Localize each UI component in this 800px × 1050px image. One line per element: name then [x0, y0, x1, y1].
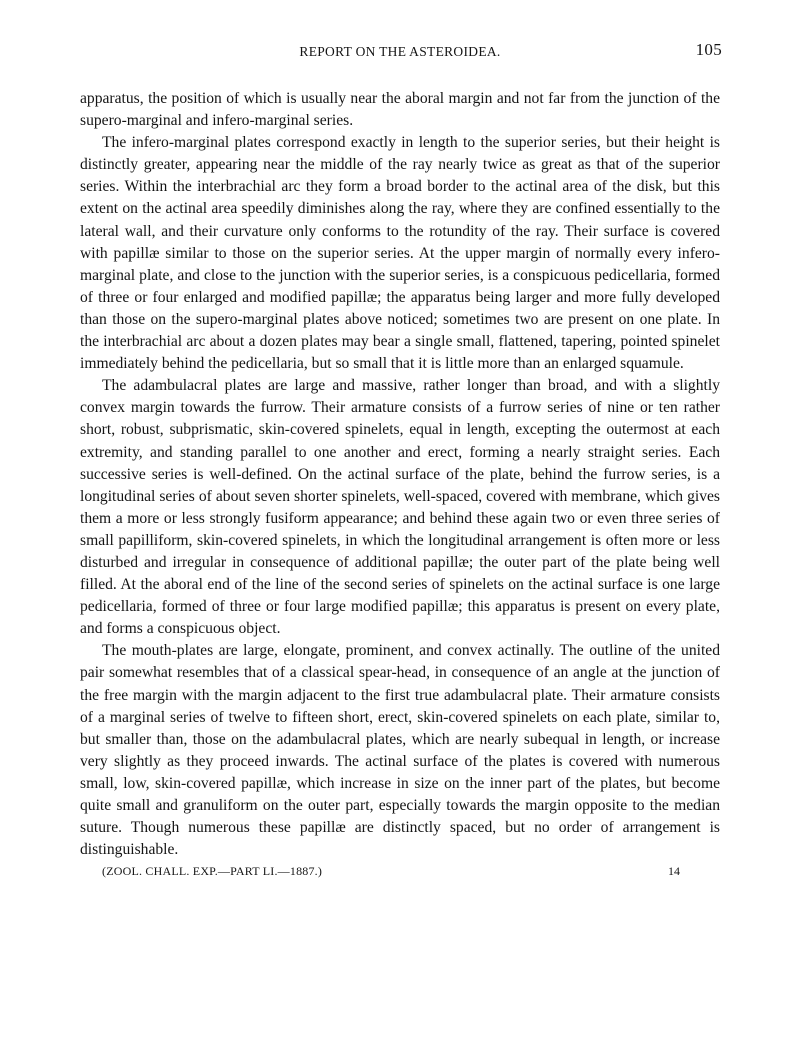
signature-mark: 14 — [668, 864, 680, 879]
page-number: 105 — [695, 40, 722, 59]
paragraph-continuation: apparatus, the position of which is usually near the aboral margin and not far from the junction of the supero-marginal and infero-marginal series. — [80, 90, 720, 130]
paragraph-infero-marginal: The infero-marginal plates correspond exactly in length to the superior series, but their height is distinctly greater, appearing near the middle of the ray nearly twice as great as that of the superior series. Within the interbrachial arc they form a broad border to the actinal area of the disk, but this extent on the actinal area speedily diminishes along the ray, where they are confined essentially to the lateral wall, and their curvature only conforms to the rotundity of the ray. Their surface is covered with papillæ similar to those on the superior series. At the upper margin of normally every infero-marginal plate, and close to the junction with the superior series, is a conspicuous pedicellaria, formed of three or four enlarged and modified papillæ; the apparatus being larger and more fully developed than those on the supero-marginal plates above noticed; sometimes two are present on one plate. In the interbrachial arc about a dozen plates may bear a single small, flattened, tapering, pointed spinelet immediately behind the pedicellaria, but so small that it is little more than an enlarged squamule. — [80, 134, 720, 373]
body-text — [80, 88, 720, 861]
paragraph-mouth-plates: The mouth-plates are large, elongate, prominent, and convex actinally. The outline of the united pair somewhat resembles that of a classical spear-head, in consequence of an angle at the junction of the free margin with the margin adjacent to the first true adambulacral plate. Their armature consists of a marginal series of twelve to fifteen short, erect, skin-covered spinelets on each plate, similar to, but smaller than, those on the adambulacral plates, which are nearly subequal in length, or increase very slightly as they proceed inwards. The actinal surface of the plates is covered with numerous small, low, skin-covered papillæ, which increase in size on the inner part of the plates, but become quite small and granuliform on the outer part, especially towards the margin opposite to the median suture. Though numerous these papillæ are distinctly spaced, but no order of arrangement is distinguishable. — [80, 642, 720, 859]
paragraph-adambulacral: The adambulacral plates are large and massive, rather longer than broad, and with a slightly convex margin towards the furrow. Their armature consists of a furrow series of nine or ten rather short, robust, subprismatic, skin-covered spinelets, equal in length, excepting the outermost at each extremity, and standing parallel to one another and erect, forming a nearly straight series. Each successive series is well-defined. On the actinal surface of the plate, behind the furrow series, is a longitudinal series of about seven shorter spinelets, well-spaced, covered with membrane, which gives them a more or less strongly fusiform appearance; and behind these again two or even three series of small papilliform, skin-covered spinelets, in which the longitudinal arrangement is often more or less disturbed and irregular in consequence of additional papillæ; the outer part of the plate being well filled. At the aboral end of the line of the second series of spinelets on the actinal surface is one large pedicellaria, formed of three or four large modified papillæ; this apparatus is present on every plate, and forms a conspicuous object. — [80, 377, 720, 638]
running-head — [80, 40, 720, 66]
page-footer — [80, 864, 720, 884]
document-page — [80, 40, 720, 884]
footer-reference: (ZOOL. CHALL. EXP.—PART LI.—1887.) — [102, 864, 323, 879]
running-title: REPORT ON THE ASTEROIDEA. — [299, 44, 501, 59]
